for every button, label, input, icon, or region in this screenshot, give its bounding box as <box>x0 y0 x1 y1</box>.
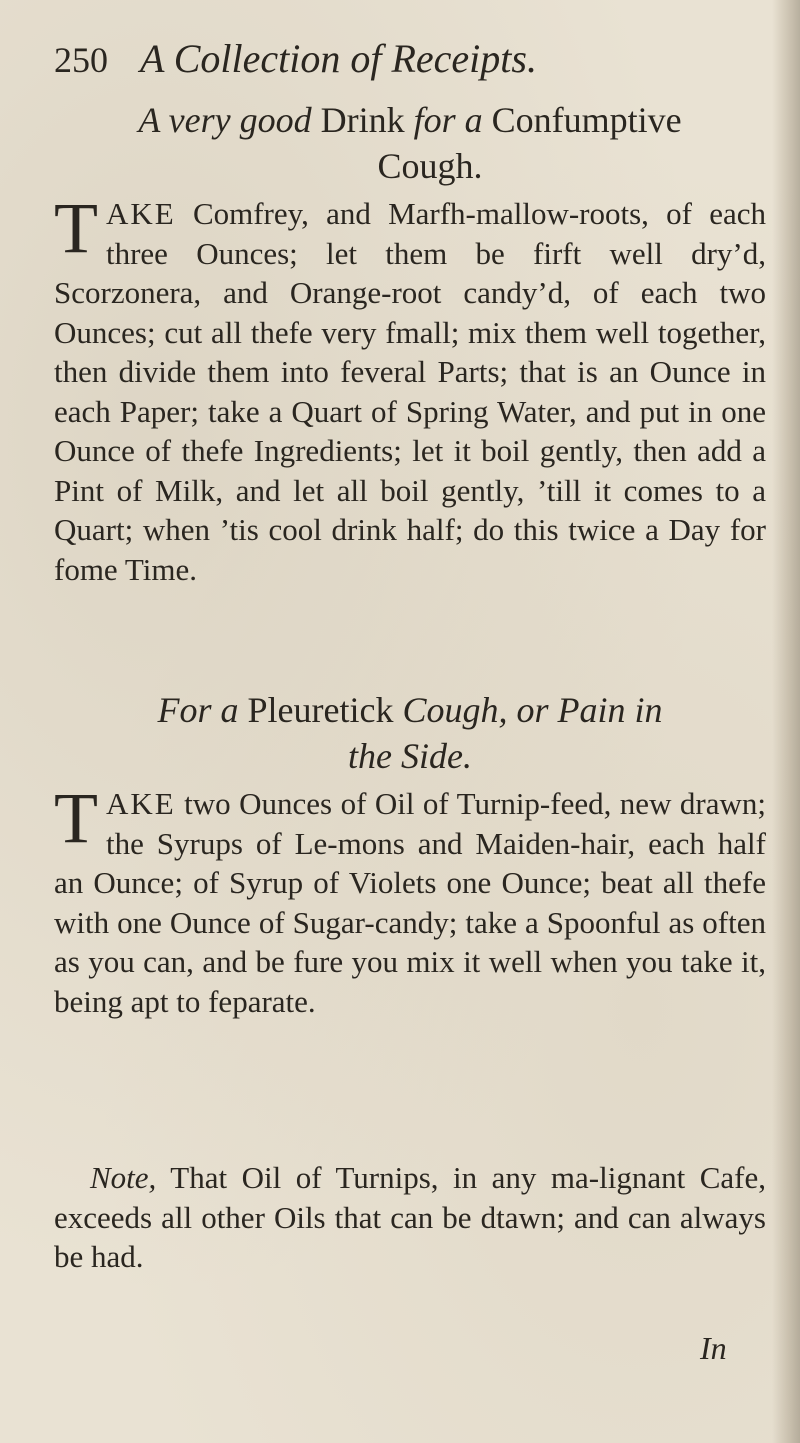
recipe1-body <box>54 188 766 589</box>
recipe2-text: two Ounces of Oil of Turnip-feed, new drawn; the Syrups of Le-mons and Maiden-hair, each half an Ounce; of Syrup of Violets one Ounce; beat all thefe with one Ounce of Sugar-candy; take a Spoonful as often as you can, and be fure you mix it well when you take it, being apt to feparate. <box>54 786 766 1019</box>
recipe2-lead: AKE <box>105 786 176 821</box>
note-label: Note, <box>90 1160 157 1195</box>
recipe2-heading: For a Pleuretick Cough, or Pain in <box>157 690 663 730</box>
recipe2-heading-line2: the Side. <box>348 736 472 776</box>
recipe2-note <box>54 1158 766 1277</box>
recipe1-lead: AKE <box>105 196 176 231</box>
page-number: 250 <box>54 40 108 80</box>
catchword: In <box>700 1330 727 1366</box>
recipe1-text: Comfrey, and Marfh-mallow-roots, of each three Ounces; let them be firft well dry’d, Scorzonera, and Orange-root candy’d, of each two Ounces; cut all thefe very fmall; mix them well together, then divide them into feveral Parts; that is an Ounce in each Paper; take a Quart of Spring Water, and put in one Ounce of thefe Ingredients; let it boil gently, then add a Pint of Milk, and let all boil gently, ’till it comes to a Quart; when ’tis cool drink half; do this twice a Day for fome Time. <box>54 196 766 587</box>
recipe1-heading: A very good Drink for a Confumptive <box>138 100 682 140</box>
recipe2-body <box>54 778 766 1021</box>
recipe1-heading-line2: Cough. <box>377 146 483 186</box>
recipe1-dropcap: T <box>54 188 98 268</box>
note-text: That Oil of Turnips, in any ma-lignant Cafe, exceeds all other Oils that can be dtawn; and can always be had. <box>54 1160 766 1274</box>
recipe2-dropcap: T <box>54 778 98 858</box>
running-head <box>54 34 574 84</box>
running-title: A Collection of Receipts. <box>140 36 537 81</box>
